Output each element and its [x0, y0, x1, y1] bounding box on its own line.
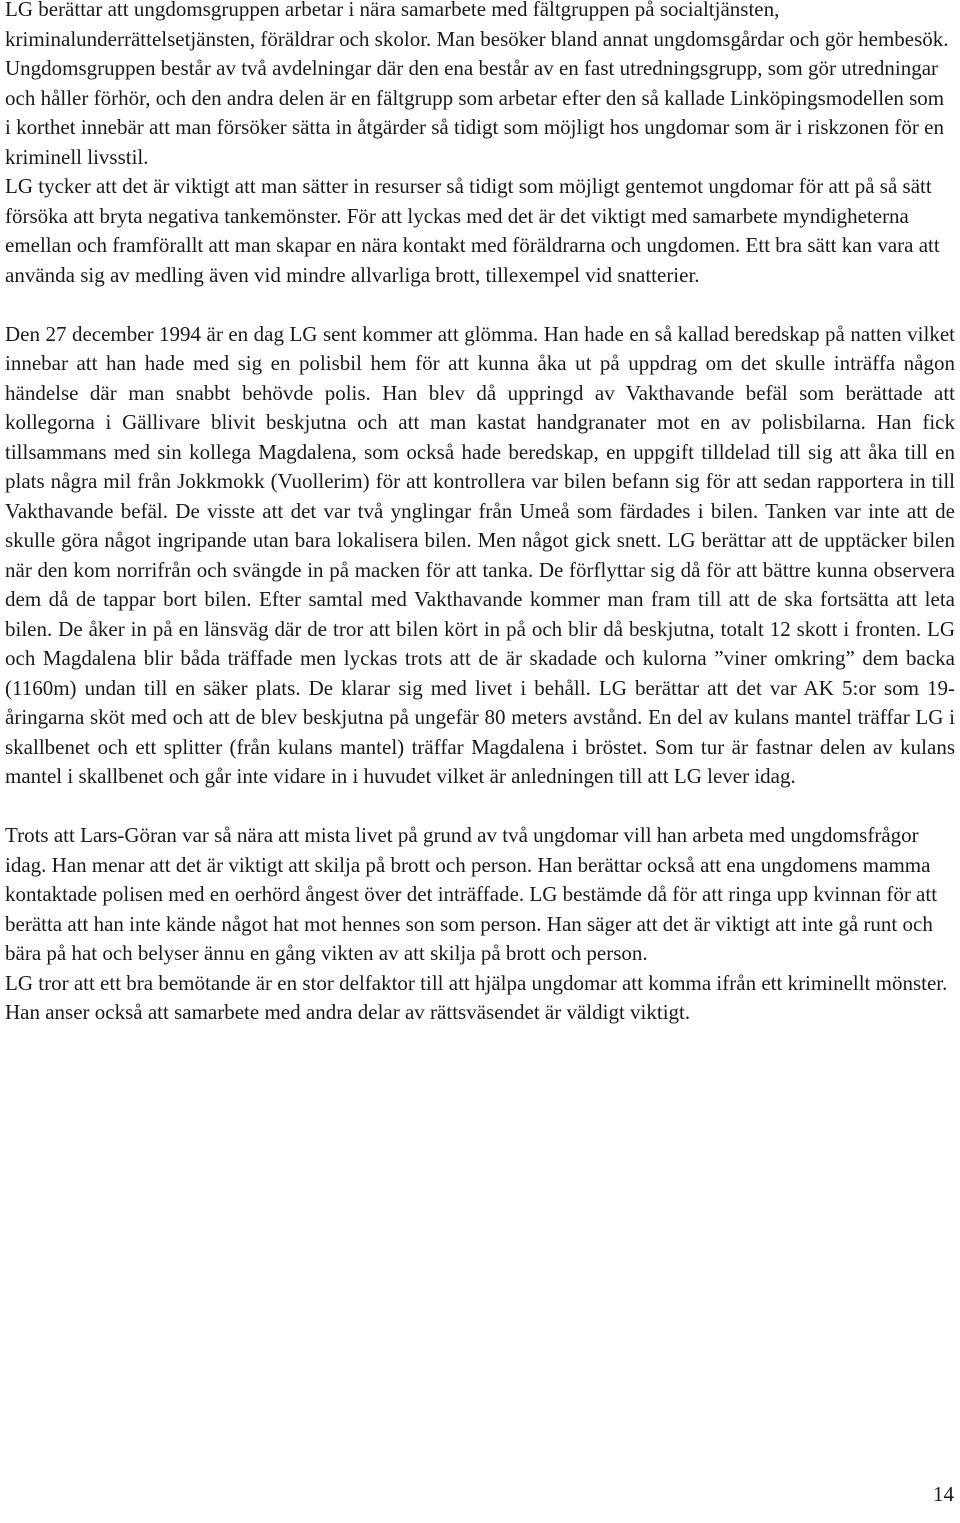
paragraph-gap [5, 290, 955, 320]
document-page [5, 0, 955, 1028]
paragraph-gap [5, 792, 955, 822]
paragraph-december-1994: Den 27 december 1994 är en dag LG sent kommer att glömma. Han hade en så kallad beredskap på natten vilket innebar att han hade med sig en polisbil hem för att kunna åka ut på uppdrag om det skulle inträffa någon händelse där man snabbt behövde polis. Han blev då uppringd av Vakthavande befäl som berättade att kollegorna i Gällivare blivit beskjutna och att man kastat handgranater mot en av polisbilarna. Han fick tillsammans med sin kollega Magdalena, som också hade beredskap, en uppgift tilldelad till sig att åka till en plats några mil från Jokkmokk (Vuollerim) för att kontrollera var bilen befann sig för att sedan rapportera in till Vakthavande befäl. De visste att det var två ynglingar från Umeå som färdades i bilen. Tanken var inte att de skulle göra något ingripande utan bara lokalisera bilen. Men något gick snett. LG berättar att de upptäcker bilen när den kom norrifrån och svängde in på macken för att tanka. De förflyttar sig då för att bättre kunna observera dem då de tappar bort bilen. Efter samtal med Vakthavande kommer man fram till att de ska fortsätta att leta bilen. De åker in på en länsväg där de tror att bilen kört in på och blir då beskjutna, totalt 12 skott i fronten. LG och Magdalena blir båda träffade men lyckas trots att de är skadade och kulorna ”viner omkring” dem backa (1160m) undan till en säker plats. De klarar sig med livet i behåll. LG berättar att det var AK 5:or som 19-åringarna sköt med och att de blev beskjutna på ungefär 80 meters avstånd. En del av kulans mantel träffar LG i skallbenet och ett splitter (från kulans mantel) träffar Magdalena i bröstet. Som tur är fastnar delen av kulans mantel i skallbenet och går inte vidare in i huvudet vilket är anledningen till att LG lever idag. [5, 321, 955, 788]
paragraph-good-treatment: LG tror att ett bra bemötande är en stor delfaktor till att hjälpa ungdomar att komma ifrån ett kriminellt mönster. Han anser också att samarbete med andra delar av rättsväsendet är väldigt viktigt. [5, 970, 948, 1024]
page-number: 14 [933, 1482, 954, 1506]
paragraph-youth-work-today: Trots att Lars-Göran var så nära att mista livet på grund av två ungdomar vill han arbeta med ungdomsfrågor idag. Han menar att det är viktigt att skilja på brott och person. Han berättar också att ena ungdomens mamma kontaktade polisen med en oerhörd ångest över det inträffade. LG bestämde då för att ringa upp kvinnan för att berätta att han inte kände något hat mot hennes son som person. Han säger att det är viktigt att inte gå runt och bära på hat och belyser ännu en gång vikten av att skilja på brott och person. [5, 823, 938, 965]
paragraph-youth-group: LG berättar att ungdomsgruppen arbetar i nära samarbete med fältgruppen på socialtjänsten, kriminalunderrättelsetjänsten, föräldrar och skolor. Man besöker bland annat ungdomsgårdar och gör hembesök. Ungdomsgruppen består av två avdelningar där den ena består av en fast utredningsgrupp, som gör utredningar och håller förhör, och den andra delen är en fältgrupp som arbetar efter den så kallade Linköpingsmodellen som i korthet innebär att man försöker sätta in åtgärder så tidigt som möjligt hos ungdomar som är i riskzonen för en kriminell livsstil. [5, 0, 949, 169]
paragraph-early-resources: LG tycker att det är viktigt att man sätter in resurser så tidigt som möjligt gentemot ungdomar för att på så sätt försöka att bryta negativa tankemönster. För att lyckas med det är det viktigt med samarbete myndigheterna emellan och framförallt att man skapar en nära kontakt med föräldrarna och ungdomen. Ett bra sätt kan vara att använda sig av medling även vid mindre allvarliga brott, tillexempel vid snatterier. [5, 174, 940, 287]
